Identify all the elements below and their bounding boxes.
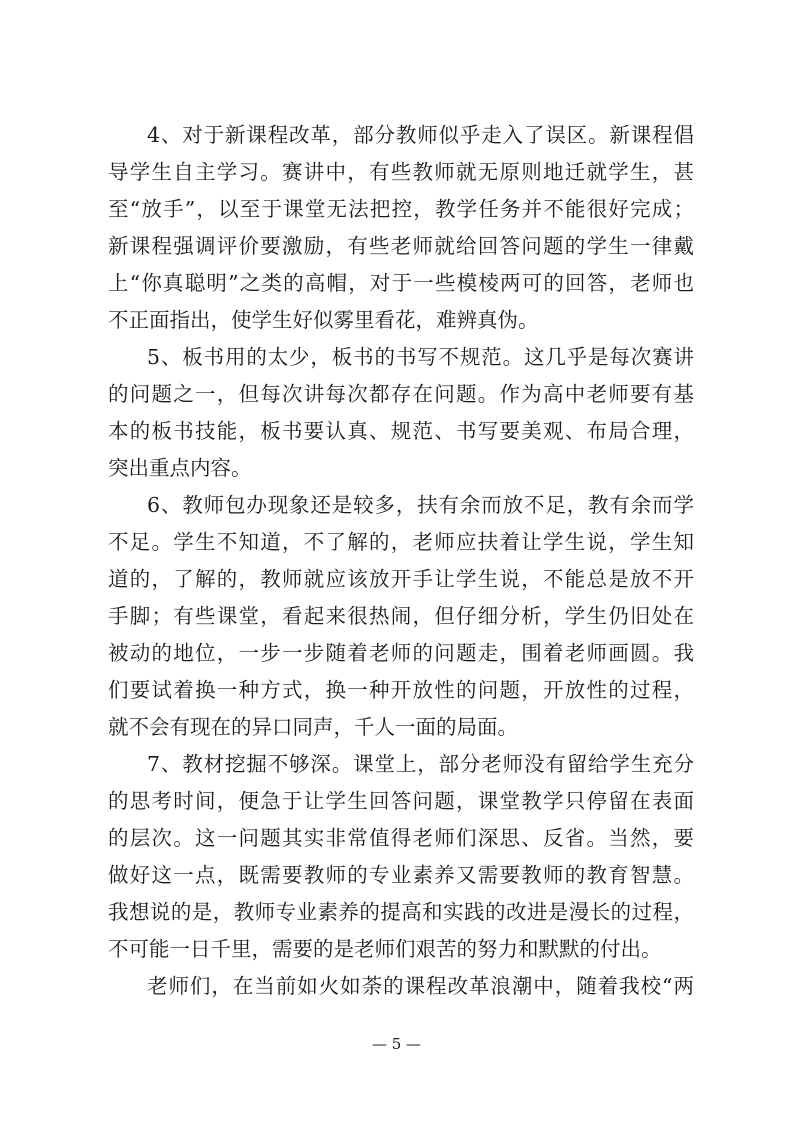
paragraph-1-line-4: 新课程强调评价要激励，有些老师就给回答问题的学生一律戴	[108, 234, 694, 258]
paragraph-1-line-3: 至“放手”，以至于课堂无法把控，教学任务并不能很好完成；	[108, 197, 694, 221]
paragraph-4-line-6: 不可能一日千里，需要的是老师们艰苦的努力和默默的付出。	[108, 937, 662, 961]
paragraph-4-line-2: 的思考时间，便急于让学生回答问题，课堂教学只停留在表面	[108, 789, 694, 813]
paragraph-3-line-3: 道的，了解的，教师就应该放开手让学生说，不能总是放不开	[108, 567, 694, 591]
paragraph-2-line-3: 本的板书技能，板书要认真、规范、书写要美观、布局合理，	[108, 419, 694, 443]
paragraph-4-line-1: 7、教材挖掘不够深。课堂上，部分老师没有留给学生充分	[147, 752, 694, 776]
paragraph-3-line-5: 被动的地位，一步一步随着老师的问题走，围着老师画圆。我	[108, 641, 694, 665]
paragraph-4-line-4: 做好这一点，既需要教师的专业素养又需要教师的教育智慧。	[108, 863, 694, 887]
paragraph-4-line-3: 的层次。这一问题其实非常值得老师们深思、反省。当然，要	[108, 826, 694, 850]
page-number: — 5 —	[371, 1035, 422, 1053]
paragraph-1-line-6: 不正面指出，使学生好似雾里看花，难辨真伪。	[108, 308, 539, 332]
paragraph-2-line-1: 5、板书用的太少，板书的书写不规范。这几乎是每次赛讲	[147, 345, 694, 369]
paragraph-2-line-2: 的问题之一，但每次讲每次都存在问题。作为高中老师要有基	[108, 382, 694, 406]
paragraph-1-line-2: 导学生自主学习。赛讲中，有些教师就无原则地迁就学生，甚	[108, 160, 694, 184]
paragraph-2-line-4: 突出重点内容。	[108, 456, 252, 480]
paragraph-1-line-5: 上“你真聪明”之类的高帽，对于一些模棱两可的回答，老师也	[108, 271, 694, 295]
paragraph-3-line-2: 不足。学生不知道，不了解的，老师应扶着让学生说，学生知	[108, 530, 694, 554]
paragraph-1-line-1: 4、对于新课程改革，部分教师似乎走入了误区。新课程倡	[147, 123, 694, 147]
paragraph-3-line-1: 6、教师包办现象还是较多，扶有余而放不足，教有余而学	[147, 493, 694, 517]
paragraph-3-line-4: 手脚；有些课堂，看起来很热闹，但仔细分析，学生仍旧处在	[108, 604, 694, 628]
paragraph-4-line-5: 我想说的是，教师专业素养的提高和实践的改进是漫长的过程，	[108, 900, 694, 924]
paragraph-5-line-1: 老师们，在当前如火如荼的课程改革浪潮中，随着我校“两	[147, 974, 694, 998]
paragraph-3-line-6: 们要试着换一种方式，换一种开放性的问题，开放性的过程，	[108, 678, 694, 702]
paragraph-3-line-7: 就不会有现在的异口同声，千人一面的局面。	[108, 715, 518, 739]
